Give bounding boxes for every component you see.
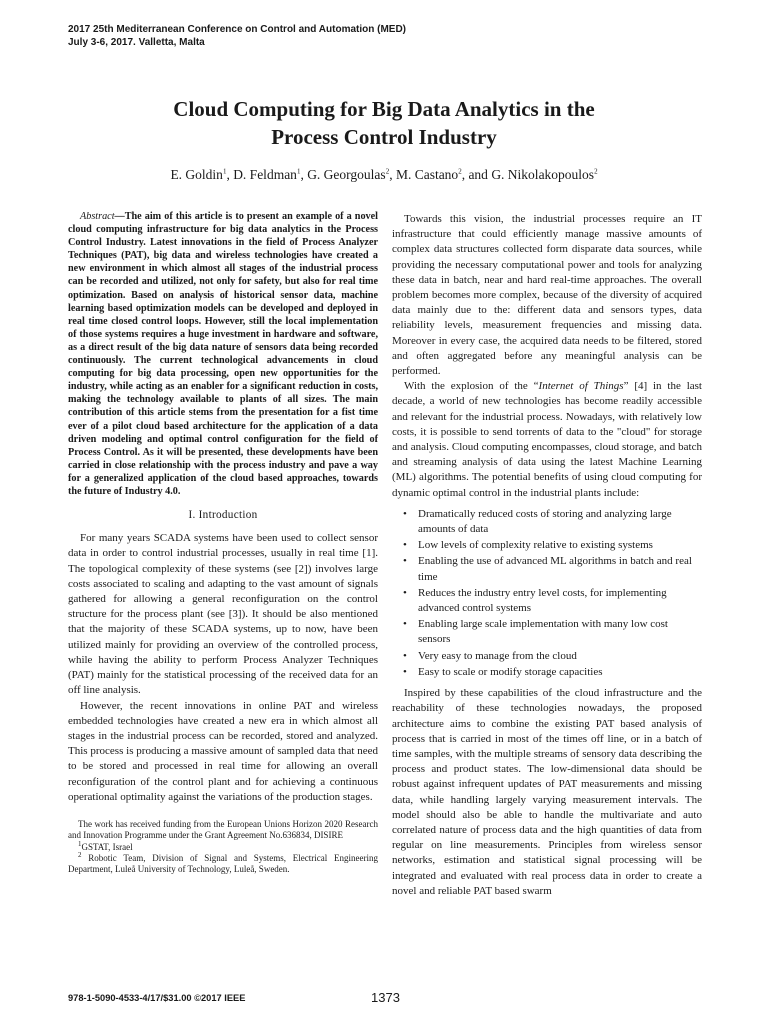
right-column	[392, 212, 702, 899]
author-name: G. Georgoulas	[307, 167, 386, 182]
paper-title	[40, 95, 728, 151]
intro-paragraph-2: However, the recent innovations in online PAT and wireless embedded technologies have created a new era in which almost all stages in the industrial process can be recorded, stored and analyzed. This process is producing a massive amount of sampled data that need to be stored and processed in real time for allowing an overall reconfiguration of the control plant and for achieving a continuous operational optimality against the variations of the production stages.	[68, 699, 378, 803]
author-affiliation-mark: 2	[458, 167, 462, 176]
section-heading-introduction	[68, 508, 378, 523]
author-separator: , and	[461, 167, 492, 182]
list-item: • Low levels of complexity relative to existing systems	[418, 538, 702, 553]
title-line-2: Process Control Industry	[271, 125, 497, 149]
body-paragraph-2	[392, 379, 702, 501]
footnote-funding: The work has received funding from the European Unions Horizon 2020 Research and Innovation Programme under the Grant Agreement No.636834, DISIRE	[68, 818, 378, 841]
author-separator: ,	[389, 167, 396, 182]
footnote-affiliation-2	[68, 850, 378, 876]
author-name: M. Castano	[395, 167, 459, 182]
author-name: G. Nikolakopoulos	[491, 167, 595, 182]
section-heading-text: I. Introduction	[188, 509, 258, 522]
author-name: D. Feldman	[233, 167, 297, 182]
author-list	[40, 166, 728, 184]
list-item: • Enabling the use of advanced ML algorithms in batch and real time	[418, 554, 702, 584]
intro-paragraph-1: For many years SCADA systems have been used to collect sensor data in order to control industrial processes, usually in real time [1]. The topological complexity of these systems (see [2]) involves large costs associated to scaling and adapting to the vast amount of signals gathered for allowing a general reconfiguration on the control structure for the process plant (see [3]). It should be also mentioned that the majority of these SCADA systems, up to now, have been utilized mainly for providing an overview of the controlled process, while having the ability to perform Process Analyzer Techniques (PAT) mainly for the statistical processing of the received data for an off line analysis.	[68, 532, 378, 697]
left-column	[68, 210, 378, 875]
conference-header	[68, 23, 406, 49]
conference-date-location: July 3-6, 2017. Valletta, Malta	[68, 37, 205, 48]
author-separator: ,	[300, 167, 308, 182]
author-separator: ,	[226, 167, 234, 182]
author-affiliation-mark: 1	[296, 167, 301, 176]
author-affiliation-mark: 2	[594, 167, 598, 176]
list-item: • Easy to scale or modify storage capacities	[418, 665, 702, 680]
footnote-affiliation-1	[68, 839, 378, 853]
list-item: • Enabling large scale implementation with many low cost sensors	[418, 617, 702, 647]
conference-name: 2017 25th Mediterranean Conference on Control and Automation (MED)	[68, 24, 407, 35]
footnote-mark: 1	[78, 839, 82, 848]
list-item: • Reduces the industry entry level costs, for implementing advanced control systems	[418, 586, 702, 616]
footnotes	[68, 819, 378, 875]
author-affiliation-mark: 2	[385, 167, 390, 176]
list-item: • Very easy to manage from the cloud	[418, 649, 702, 664]
abstract-dash: —	[114, 211, 125, 222]
footnote-affiliation-2-text: Robotic Team, Division of Signal and Systems, Electrical Engineering Department, Luleå University of Technology, Luleå, Sweden.	[68, 852, 378, 875]
author-name: E. Goldin	[170, 167, 223, 182]
footnote-mark: 2	[78, 850, 82, 859]
emphasis-iot: Internet of Things	[538, 380, 624, 393]
page-number: 1373	[371, 990, 400, 1005]
body-text: With the explosion of the “	[404, 380, 539, 393]
abstract-label: Abstract	[80, 211, 115, 222]
author-affiliation-mark: 1	[222, 167, 227, 176]
benefits-list	[392, 507, 702, 680]
footnote-affiliation-1-text: GSTAT, Israel	[81, 841, 133, 852]
copyright-footer: 978-1-5090-4533-4/17/$31.00 ©2017 IEEE	[68, 993, 246, 1003]
list-item: • Dramatically reduced costs of storing and analyzing large amounts of data	[418, 507, 702, 537]
title-line-1: Cloud Computing for Big Data Analytics in the	[173, 97, 595, 121]
body-paragraph-3: Inspired by these capabilities of the cloud infrastructure and the reachability of these technologies nowadays, the proposed architecture aims to combine the existing PAT based analysis of process that is carried in most of the times off line, or in a batch of time samples, with the multiple streams of sensory data describing the process and product states. The low-dimensional data should be robust against infrequent updates of PAT measurements and missing data, while handling largely varying measurement intervals. The model should also be able to handle the multivariate and auto correlated nature of process data and the high quantities of data from regular on line measurements. Principles from wireless sensor networks, estimation and statistical signal processing will be integrated and evaluated with real process data in order to create a novel and reliable PAT based swarm	[392, 687, 702, 897]
abstract-text: The aim of this article is to present an example of a novel cloud computing infrastructure for big data analytics in the Process Control Industry. Latest innovations in the field of Process Analyzer Techniques (PAT), big data and wireless technologies have created a new environment in which almost all stages of the industrial process can be recorded and utilized, not only for safety, but also for real time optimization. Based on analysis of historical sensor data, machine learning based optimization models can be developed and deployed in real time closed control loops. However, still the local implementation of those systems requires a huge investment in hardware and software, as a direct result of the big data nature of sensors data being recorded continuously. The current technological advancements in cloud computing for big data processing, open new opportunities for the industry, while acting as an enabler for a significant reduction in costs, making the technology available to plants of all sizes. The main contribution of this article stems from the presentation for a fist time ever of a pilot cloud based architecture for the application of a data driven modeling and optimal control configuration for the field of Process Control. As it will be presented, these developments have been carried in close relationship with the process industry and pave a way for a generalized application of the cloud based approaches, towards the future of Industry 4.0.	[68, 211, 378, 497]
abstract	[68, 210, 378, 498]
body-paragraph-1: Towards this vision, the industrial processes require an IT infrastructure that could efficiently manage massive amounts of complex data structures collected form disparate data sources, while providing the necessary computational power and tools for analyzing these data in batch, near and hard real-time approaches. The overall problem becomes more complex, because of the diversity of acquired data mainly due to the: different data and sensors types, data reliability levels, measurement frequencies and missing data. Moreover in every case, the acquired data needs to be filtered, stored and often aggregated before any meaningful analysis can be performed.	[392, 213, 702, 378]
body-text: ” [4] in the last decade, a world of new technologies has become readily accessible and relevant for the industrial process. Nowadays, with relatively low costs, it is possible to send torrents of data to the "cloud" for storage and analysis. Cloud computing encompasses, cloud storage, and batch and streaming analysis of data using the latest Machine Learning (ML) algorithms. The potential benefits of using cloud computing for dynamic optimal control in the industrial plants include:	[392, 380, 702, 499]
